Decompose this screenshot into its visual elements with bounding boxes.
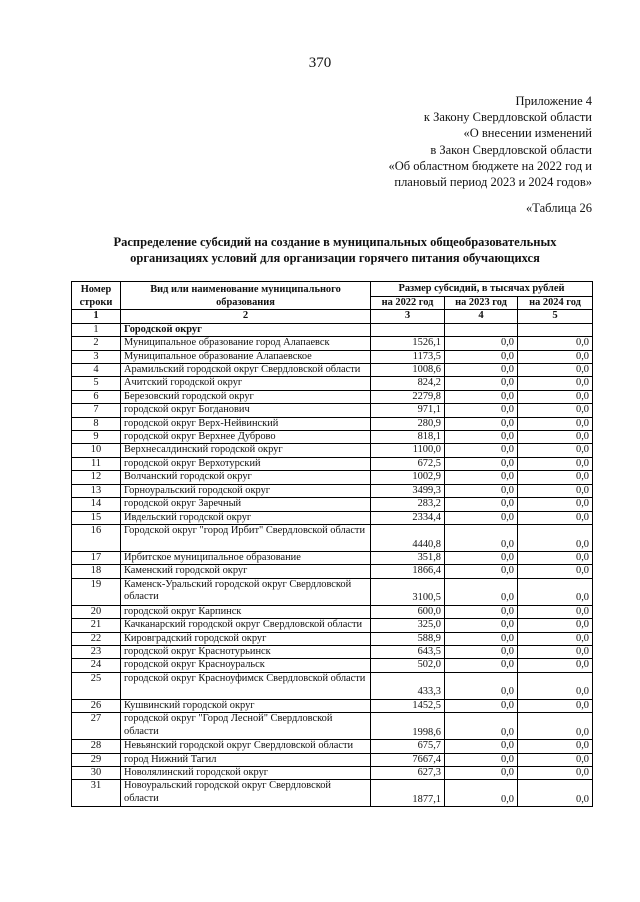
row-number: 17 bbox=[72, 551, 121, 564]
municipality-name: городской округ Верх-Нейвинский bbox=[121, 417, 371, 430]
subsidy-2024: 0,0 bbox=[518, 484, 593, 497]
subsidy-2022: 3499,3 bbox=[371, 484, 445, 497]
subsidy-2024: 0,0 bbox=[518, 364, 593, 377]
subsidy-2024: 0,0 bbox=[518, 740, 593, 753]
municipality-name: городской округ Красноуфимск Свердловской области bbox=[121, 672, 371, 699]
header-col-number: 3 bbox=[371, 310, 445, 323]
subsidy-2022: 1526,1 bbox=[371, 337, 445, 350]
row-number: 10 bbox=[72, 444, 121, 457]
row-number: 16 bbox=[72, 524, 121, 551]
municipality-name: город Нижний Тагил bbox=[121, 753, 371, 766]
table-row bbox=[72, 699, 593, 712]
appendix-header bbox=[292, 93, 592, 190]
row-number: 22 bbox=[72, 632, 121, 645]
row-number: 14 bbox=[72, 498, 121, 511]
municipality-name: городской округ Карпинск bbox=[121, 605, 371, 618]
subsidy-2023: 0,0 bbox=[445, 444, 518, 457]
subsidy-2024: 0,0 bbox=[518, 471, 593, 484]
subsidy-2023: 0,0 bbox=[445, 404, 518, 417]
subsidy-2023: 0,0 bbox=[445, 780, 518, 807]
table-row bbox=[72, 390, 593, 403]
row-number: 9 bbox=[72, 431, 121, 444]
row-number: 6 bbox=[72, 390, 121, 403]
municipality-name: Верхнесалдинский городской округ bbox=[121, 444, 371, 457]
subsidy-2022: 7667,4 bbox=[371, 753, 445, 766]
row-number: 28 bbox=[72, 740, 121, 753]
municipality-name: городской округ Заречный bbox=[121, 498, 371, 511]
subsidy-2023: 0,0 bbox=[445, 766, 518, 779]
subsidy-2024: 0,0 bbox=[518, 605, 593, 618]
subsidy-2023: 0,0 bbox=[445, 605, 518, 618]
table-section-row bbox=[72, 323, 593, 336]
subsidy-2024: 0,0 bbox=[518, 377, 593, 390]
subsidy-2023: 0,0 bbox=[445, 377, 518, 390]
header-year-2023: на 2023 год bbox=[445, 297, 518, 310]
subsidy-2024: 0,0 bbox=[518, 578, 593, 605]
subsidy-2022: 643,5 bbox=[371, 645, 445, 658]
subsidy-2024: 0,0 bbox=[518, 753, 593, 766]
municipality-name: Березовский городской округ bbox=[121, 390, 371, 403]
subsidy-2024: 0,0 bbox=[518, 431, 593, 444]
title-line: организациях условий для организации горячего питания обучающихся bbox=[130, 251, 540, 265]
municipality-name: Горноуральский городской округ bbox=[121, 484, 371, 497]
subsidy-2022: 971,1 bbox=[371, 404, 445, 417]
subsidy-2022: 351,8 bbox=[371, 551, 445, 564]
header-col-number: 2 bbox=[121, 310, 371, 323]
row-number: 24 bbox=[72, 659, 121, 672]
subsidy-table bbox=[71, 281, 593, 807]
row-number: 4 bbox=[72, 364, 121, 377]
subsidy-2023: 0,0 bbox=[445, 632, 518, 645]
table-row bbox=[72, 632, 593, 645]
subsidy-2022: 1100,0 bbox=[371, 444, 445, 457]
table-row bbox=[72, 444, 593, 457]
municipality-name: Ивдельский городской округ bbox=[121, 511, 371, 524]
header-name: Вид или наименование муниципального образования bbox=[121, 282, 371, 310]
subsidy-2022: 325,0 bbox=[371, 619, 445, 632]
table-row bbox=[72, 619, 593, 632]
subsidy-2022: 283,2 bbox=[371, 498, 445, 511]
subsidy-2024 bbox=[518, 323, 593, 336]
page-number: 370 bbox=[308, 55, 332, 71]
row-number: 8 bbox=[72, 417, 121, 430]
subsidy-2022: 1002,9 bbox=[371, 471, 445, 484]
document-title bbox=[70, 234, 600, 266]
subsidy-2023: 0,0 bbox=[445, 672, 518, 699]
subsidy-2022: 1998,6 bbox=[371, 713, 445, 740]
subsidy-2023: 0,0 bbox=[445, 524, 518, 551]
appendix-line: «О внесении изменений bbox=[463, 126, 592, 141]
subsidy-2023: 0,0 bbox=[445, 417, 518, 430]
header-year-2022: на 2022 год bbox=[371, 297, 445, 310]
subsidy-2024: 0,0 bbox=[518, 766, 593, 779]
table-row bbox=[72, 350, 593, 363]
subsidy-2024: 0,0 bbox=[518, 404, 593, 417]
subsidy-2022 bbox=[371, 323, 445, 336]
subsidy-2024: 0,0 bbox=[518, 565, 593, 578]
subsidy-2024: 0,0 bbox=[518, 337, 593, 350]
municipality-name: городской округ "Город Лесной" Свердловской области bbox=[121, 713, 371, 740]
subsidy-2024: 0,0 bbox=[518, 457, 593, 470]
table-row bbox=[72, 417, 593, 430]
header-col-number: 1 bbox=[72, 310, 121, 323]
appendix-line: «Об областном бюджете на 2022 год и bbox=[388, 158, 592, 173]
table-row bbox=[72, 605, 593, 618]
appendix-line: в Закон Свердловской области bbox=[430, 142, 592, 157]
row-number: 21 bbox=[72, 619, 121, 632]
table-row bbox=[72, 565, 593, 578]
subsidy-2023: 0,0 bbox=[445, 578, 518, 605]
row-number: 26 bbox=[72, 699, 121, 712]
row-number: 1 bbox=[72, 323, 121, 336]
municipality-name: Невьянский городской округ Свердловской области bbox=[121, 740, 371, 753]
row-number: 13 bbox=[72, 484, 121, 497]
subsidy-2022: 1008,6 bbox=[371, 364, 445, 377]
row-number: 25 bbox=[72, 672, 121, 699]
municipality-name: Новолялинский городской округ bbox=[121, 766, 371, 779]
subsidy-2022: 2334,4 bbox=[371, 511, 445, 524]
table-row bbox=[72, 404, 593, 417]
row-number: 18 bbox=[72, 565, 121, 578]
subsidy-2023: 0,0 bbox=[445, 565, 518, 578]
municipality-name: Городской округ "город Ирбит" Свердловской области bbox=[121, 524, 371, 551]
header-year-2024: на 2024 год bbox=[518, 297, 593, 310]
subsidy-2023: 0,0 bbox=[445, 457, 518, 470]
municipality-name: Качканарский городской округ Свердловской области bbox=[121, 619, 371, 632]
row-number: 12 bbox=[72, 471, 121, 484]
subsidy-2022: 627,3 bbox=[371, 766, 445, 779]
subsidy-2023 bbox=[445, 323, 518, 336]
municipality-name: городской округ Красноуральск bbox=[121, 659, 371, 672]
municipality-name: Арамильский городской округ Свердловской области bbox=[121, 364, 371, 377]
subsidy-2022: 2279,8 bbox=[371, 390, 445, 403]
municipality-name: Новоуральский городской округ Свердловской области bbox=[121, 780, 371, 807]
subsidy-2023: 0,0 bbox=[445, 619, 518, 632]
subsidy-2023: 0,0 bbox=[445, 337, 518, 350]
table-row bbox=[72, 672, 593, 699]
row-number: 15 bbox=[72, 511, 121, 524]
header-col-number: 5 bbox=[518, 310, 593, 323]
subsidy-2024: 0,0 bbox=[518, 713, 593, 740]
subsidy-2022: 1866,4 bbox=[371, 565, 445, 578]
subsidy-2022: 502,0 bbox=[371, 659, 445, 672]
table-row bbox=[72, 753, 593, 766]
table-row bbox=[72, 713, 593, 740]
subsidy-2022: 675,7 bbox=[371, 740, 445, 753]
table-row bbox=[72, 524, 593, 551]
table-row bbox=[72, 645, 593, 658]
table-label: «Таблица 26 bbox=[526, 201, 592, 215]
municipality-name: Городской округ bbox=[121, 323, 371, 336]
municipality-name: городской округ Верхнее Дуброво bbox=[121, 431, 371, 444]
table-row bbox=[72, 780, 593, 807]
subsidy-2023: 0,0 bbox=[445, 551, 518, 564]
subsidy-2023: 0,0 bbox=[445, 511, 518, 524]
table-row bbox=[72, 471, 593, 484]
subsidy-2023: 0,0 bbox=[445, 699, 518, 712]
table-row bbox=[72, 484, 593, 497]
subsidy-2022: 588,9 bbox=[371, 632, 445, 645]
subsidy-2022: 672,5 bbox=[371, 457, 445, 470]
table-row bbox=[72, 551, 593, 564]
row-number: 7 bbox=[72, 404, 121, 417]
table-row bbox=[72, 498, 593, 511]
row-number: 11 bbox=[72, 457, 121, 470]
subsidy-2022: 1173,5 bbox=[371, 350, 445, 363]
municipality-name: Ирбитское муниципальное образование bbox=[121, 551, 371, 564]
subsidy-2023: 0,0 bbox=[445, 390, 518, 403]
subsidy-2023: 0,0 bbox=[445, 659, 518, 672]
municipality-name: Кировградский городской округ bbox=[121, 632, 371, 645]
subsidy-2024: 0,0 bbox=[518, 524, 593, 551]
row-number: 20 bbox=[72, 605, 121, 618]
municipality-name: городской округ Краснотурьинск bbox=[121, 645, 371, 658]
row-number: 3 bbox=[72, 350, 121, 363]
subsidy-2024: 0,0 bbox=[518, 659, 593, 672]
subsidy-2024: 0,0 bbox=[518, 498, 593, 511]
table-row bbox=[72, 337, 593, 350]
subsidy-2024: 0,0 bbox=[518, 417, 593, 430]
header-col-number: 4 bbox=[445, 310, 518, 323]
header-subsidy-size: Размер субсидий, в тысячах рублей bbox=[371, 282, 593, 297]
subsidy-2024: 0,0 bbox=[518, 672, 593, 699]
row-number: 5 bbox=[72, 377, 121, 390]
subsidy-2022: 4440,8 bbox=[371, 524, 445, 551]
subsidy-2024: 0,0 bbox=[518, 780, 593, 807]
municipality-name: Каменский городской округ bbox=[121, 565, 371, 578]
table-body bbox=[72, 323, 593, 807]
table-row bbox=[72, 457, 593, 470]
subsidy-2024: 0,0 bbox=[518, 551, 593, 564]
municipality-name: городской округ Богданович bbox=[121, 404, 371, 417]
subsidy-2024: 0,0 bbox=[518, 390, 593, 403]
subsidy-2023: 0,0 bbox=[445, 740, 518, 753]
table-row bbox=[72, 659, 593, 672]
appendix-line: к Закону Свердловской области bbox=[423, 110, 592, 125]
municipality-name: Каменск-Уральский городской округ Свердловской области bbox=[121, 578, 371, 605]
subsidy-2023: 0,0 bbox=[445, 484, 518, 497]
subsidy-2024: 0,0 bbox=[518, 511, 593, 524]
subsidy-2023: 0,0 bbox=[445, 713, 518, 740]
subsidy-2023: 0,0 bbox=[445, 350, 518, 363]
subsidy-2022: 1877,1 bbox=[371, 780, 445, 807]
subsidy-2023: 0,0 bbox=[445, 753, 518, 766]
subsidy-2024: 0,0 bbox=[518, 619, 593, 632]
subsidy-2022: 280,9 bbox=[371, 417, 445, 430]
subsidy-2023: 0,0 bbox=[445, 498, 518, 511]
row-number: 27 bbox=[72, 713, 121, 740]
row-number: 30 bbox=[72, 766, 121, 779]
subsidy-2023: 0,0 bbox=[445, 364, 518, 377]
row-number: 19 bbox=[72, 578, 121, 605]
header-row-number: Номер строки bbox=[72, 282, 121, 310]
table-row bbox=[72, 377, 593, 390]
table-row bbox=[72, 740, 593, 753]
table-row bbox=[72, 766, 593, 779]
table-row bbox=[72, 578, 593, 605]
municipality-name: Муниципальное образование Алапаевское bbox=[121, 350, 371, 363]
subsidy-2023: 0,0 bbox=[445, 431, 518, 444]
row-number: 31 bbox=[72, 780, 121, 807]
row-number: 23 bbox=[72, 645, 121, 658]
row-number: 2 bbox=[72, 337, 121, 350]
municipality-name: городской округ Верхотурский bbox=[121, 457, 371, 470]
subsidy-2024: 0,0 bbox=[518, 632, 593, 645]
table-row bbox=[72, 364, 593, 377]
municipality-name: Волчанский городской округ bbox=[121, 471, 371, 484]
subsidy-2022: 433,3 bbox=[371, 672, 445, 699]
subsidy-2022: 3100,5 bbox=[371, 578, 445, 605]
subsidy-2023: 0,0 bbox=[445, 645, 518, 658]
subsidy-2023: 0,0 bbox=[445, 471, 518, 484]
municipality-name: Кушвинский городской округ bbox=[121, 699, 371, 712]
appendix-line: плановый период 2023 и 2024 годов» bbox=[394, 175, 592, 190]
subsidy-2022: 1452,5 bbox=[371, 699, 445, 712]
table-row bbox=[72, 511, 593, 524]
subsidy-2022: 824,2 bbox=[371, 377, 445, 390]
subsidy-2024: 0,0 bbox=[518, 699, 593, 712]
subsidy-2024: 0,0 bbox=[518, 350, 593, 363]
subsidy-2024: 0,0 bbox=[518, 645, 593, 658]
municipality-name: Муниципальное образование город Алапаевск bbox=[121, 337, 371, 350]
municipality-name: Ачитский городской округ bbox=[121, 377, 371, 390]
table-row bbox=[72, 431, 593, 444]
appendix-line: Приложение 4 bbox=[515, 94, 592, 108]
subsidy-2022: 818,1 bbox=[371, 431, 445, 444]
title-line: Распределение субсидий на создание в муниципальных общеобразовательных bbox=[113, 235, 557, 249]
subsidy-2024: 0,0 bbox=[518, 444, 593, 457]
subsidy-2022: 600,0 bbox=[371, 605, 445, 618]
row-number: 29 bbox=[72, 753, 121, 766]
